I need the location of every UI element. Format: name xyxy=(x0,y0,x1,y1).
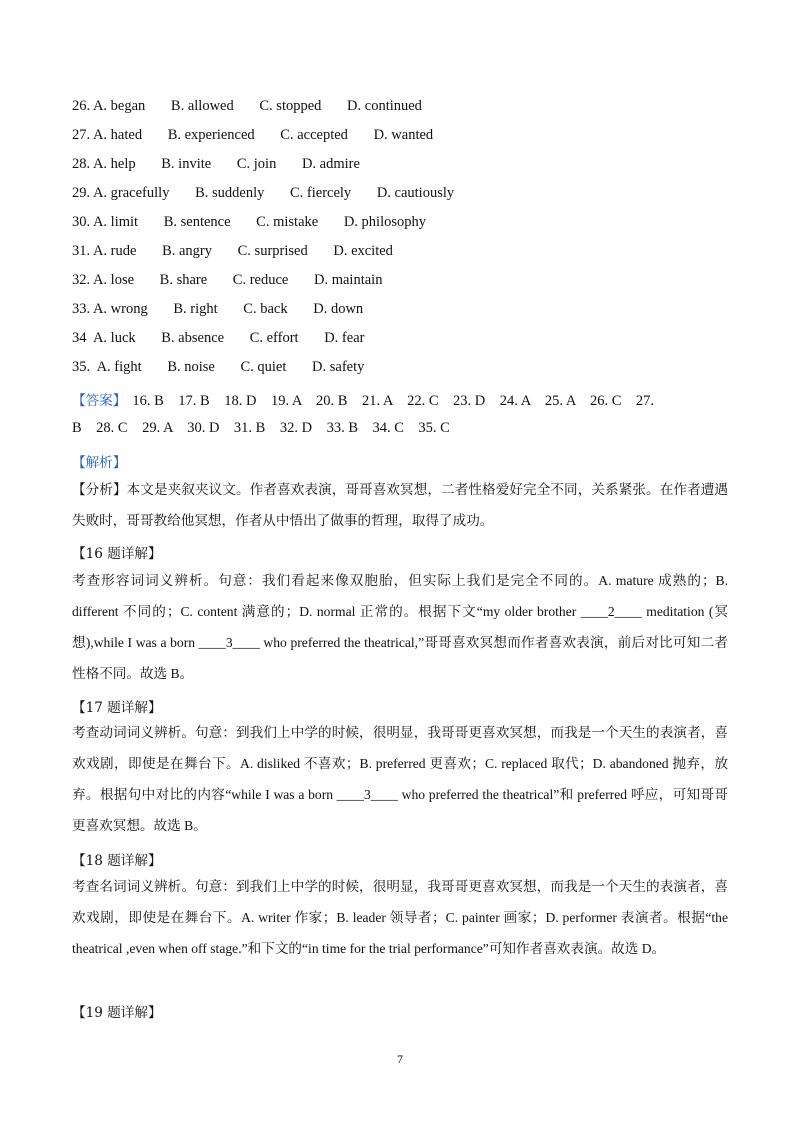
option-d: D. safety xyxy=(312,359,365,375)
option-c: C. mistake xyxy=(256,214,319,230)
option-c: C. fiercely xyxy=(289,185,352,201)
option-b: B. sentence xyxy=(163,214,231,230)
option-b: B. right xyxy=(173,301,218,317)
question-34 xyxy=(72,330,386,347)
answer-label: 【答案】 xyxy=(72,393,127,409)
option-b: B. allowed xyxy=(170,98,234,114)
analysis-summary: 【分析】本文是夹叙夹议文。作者喜欢表演，哥哥喜欢冥想，二者性格爱好完全不同，关系紧张。在作者遭遇失败时，哥哥教给他冥想，作者从中悟出了做事的哲理，取得了成功。 xyxy=(72,482,728,528)
option-b: B. absence xyxy=(161,330,225,346)
question-26 xyxy=(72,98,444,115)
option-d: D. admire xyxy=(301,156,360,172)
option-d: D. philosophy xyxy=(343,214,426,230)
option-d: D. down xyxy=(313,301,364,317)
answer-values: 16. B 17. B 18. D 19. A 20. B 21. A 22. C 23. D 24. A 25. A 26. C 27. xyxy=(132,393,655,409)
question-31 xyxy=(72,243,415,260)
question-stem: 30. A. limit xyxy=(72,214,139,230)
q16-body: 考查形容词词义辨析。句意：我们看起来像双胞胎，但实际上我们是完全不同的。A. mature 成熟的；B. different 不同的；C. content 满意的；D. normal 正常的。根据下文“my older brother ____2____ meditation (冥想),while I was a born ____3____ who preferred the theatrical,”哥哥喜欢冥想而作者喜欢表演，前后对比可知二者性格不同。故选 B。 xyxy=(72,573,728,681)
option-d: D. fear xyxy=(324,330,365,346)
question-32 xyxy=(72,272,404,289)
q18-title: 【18 题详解】 xyxy=(72,853,162,869)
option-b: B. suddenly xyxy=(195,185,265,201)
question-stem: 33. A. wrong xyxy=(72,301,148,317)
option-d: D. wanted xyxy=(373,127,434,143)
question-stem: 34 A. luck xyxy=(72,330,136,346)
option-b: B. invite xyxy=(161,156,212,172)
option-b: B. noise xyxy=(167,359,215,375)
question-30 xyxy=(72,214,448,231)
option-c: C. effort xyxy=(249,330,299,346)
question-stem: 35. A. fight xyxy=(72,359,142,375)
option-c: C. stopped xyxy=(259,98,322,114)
q19-title: 【19 题详解】 xyxy=(72,1005,162,1021)
option-c: C. quiet xyxy=(240,359,287,375)
q18-body: 考查名词词义辨析。句意：到我们上中学的时候，很明显，我哥哥更喜欢冥想，而我是一个天生的表演者，喜欢戏剧，即使是在舞台下。A. writer 作家；B. leader 领导者；C. painter 画家；D. performer 表演者。根据“the theatrical ,even when off stage.”和下文的“in time for the trial performance”可知作者喜欢表演。故选 D。 xyxy=(72,879,728,956)
question-35 xyxy=(72,359,386,376)
option-b: B. angry xyxy=(162,243,212,259)
question-stem: 27. A. hated xyxy=(72,127,143,143)
answer-line-2 xyxy=(72,420,450,437)
page-number: 7 xyxy=(397,1052,403,1066)
question-stem: 29. A. gracefully xyxy=(72,185,170,201)
answer-line-1 xyxy=(72,389,728,410)
option-c: C. surprised xyxy=(237,243,308,259)
question-stem: 26. A. began xyxy=(72,98,146,114)
option-c: C. back xyxy=(243,301,288,317)
option-c: C. join xyxy=(236,156,277,172)
option-b: B. share xyxy=(159,272,208,288)
option-b: B. experienced xyxy=(167,127,255,143)
option-d: D. maintain xyxy=(313,272,383,288)
question-stem: 28. A. help xyxy=(72,156,136,172)
question-27 xyxy=(72,127,455,144)
question-33 xyxy=(72,301,385,318)
question-29 xyxy=(72,185,476,202)
answer-values: B 28. C 29. A 30. D 31. B 32. D 33. B 34. C 35. C xyxy=(72,420,450,436)
q17-body: 考查动词词义辨析。句意：到我们上中学的时候，很明显，我哥哥更喜欢冥想，而我是一个天生的表演者，喜欢戏剧，即使是在舞台下。A. disliked 不喜欢；B. preferred 更喜欢；C. replaced 取代；D. abandoned 抛弃，放弃。根据句中对比的内容“while I was a born ____3____ who preferred the theatrical”和 preferred 呼应，可知哥哥更喜欢冥想。故选 B。 xyxy=(72,725,728,833)
option-d: D. cautiously xyxy=(376,185,455,201)
q16-title: 【16 题详解】 xyxy=(72,546,162,562)
option-c: C. reduce xyxy=(232,272,289,288)
analysis-label: 【解析】 xyxy=(72,455,127,471)
q17-title: 【17 题详解】 xyxy=(72,700,162,716)
question-28 xyxy=(72,156,382,173)
option-d: D. excited xyxy=(333,243,393,259)
option-d: D. continued xyxy=(347,98,422,114)
question-stem: 32. A. lose xyxy=(72,272,135,288)
option-c: C. accepted xyxy=(280,127,348,143)
question-stem: 31. A. rude xyxy=(72,243,137,259)
